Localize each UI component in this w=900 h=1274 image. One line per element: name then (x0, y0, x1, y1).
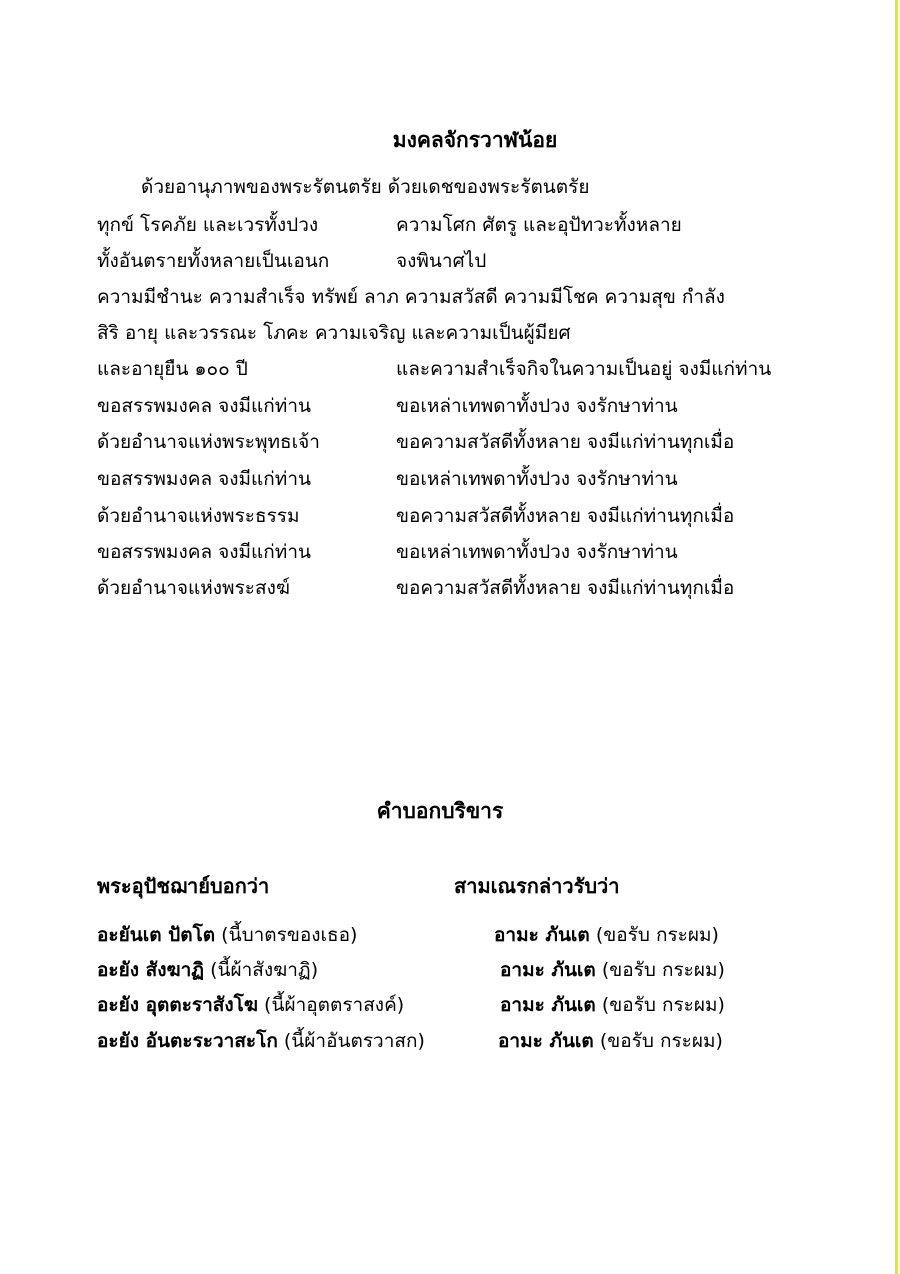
verse-full-line: สิริ อายุ และวรรณะ โภคะ ความเจริญ และความเป็นผู้มียศ (97, 322, 571, 344)
requisite-line (97, 955, 318, 985)
thai-meaning: (นี้ผ้าอันตรวาสก) (277, 1030, 425, 1052)
verse-right: ขอความสวัสดีทั้งหลาย จงมีแก่ท่านทุกเมื่อ (396, 505, 735, 527)
verse-right: ขอความสวัสดีทั้งหลาย จงมีแก่ท่านทุกเมื่อ (396, 577, 735, 599)
verse-right: และความสำเร็จกิจในความเป็นอยู่ จงมีแก่ท่าน (396, 358, 772, 380)
thai-meaning: (นี้ผ้าสังฆาฏิ) (204, 959, 319, 981)
thai-meaning: (นี้บาตรของเธอ) (215, 924, 358, 946)
answer-meaning: (ขอรับ กระผม) (593, 1030, 723, 1052)
verse-left: ทุกข์ โรคภัย และเวรทั้งปวง (97, 214, 319, 236)
preceptor-heading: พระอุปัชฌาย์บอกว่า (97, 874, 270, 898)
pali-term: อะยัง อันตะระวาสะโก (97, 1030, 278, 1052)
intro-line: ด้วยอานุภาพของพระรัตนตรัย ด้วยเดชของพระรัตนตรัย (141, 176, 590, 198)
pali-term: อะยัง สังฆาฏิ (97, 959, 205, 981)
answer-pali: อามะ ภันเต (498, 1030, 594, 1052)
verse-left: ขอสรรพมงคล จงมีแก่ท่าน (97, 468, 311, 490)
verse-left: ด้วยอำนาจแห่งพระธรรม (97, 505, 300, 527)
requisite-line (97, 1026, 425, 1056)
answer-line (494, 920, 719, 950)
verse-left: ขอสรรพมงคล จงมีแก่ท่าน (97, 395, 311, 417)
verse-left: ขอสรรพมงคล จงมีแก่ท่าน (97, 541, 311, 563)
answer-pali: อามะ ภันเต (500, 959, 596, 981)
answer-meaning: (ขอรับ กระผม) (589, 924, 719, 946)
answer-meaning: (ขอรับ กระผม) (595, 959, 725, 981)
answer-line (500, 955, 725, 985)
verse-right: ขอเหล่าเทพดาทั้งปวง จงรักษาท่าน (396, 395, 678, 417)
section-title-borikhan: คำบอกบริขาร (376, 799, 504, 823)
verse-right: ความโศก ศัตรู และอุปัทวะทั้งหลาย (396, 214, 682, 236)
answer-pali: อามะ ภันเต (500, 994, 596, 1016)
verse-left: ทั้งอันตรายทั้งหลายเป็นเอนก (97, 250, 330, 272)
pali-term: อะยัง อุตตะราสังโฆ (97, 994, 258, 1016)
verse-right: ขอเหล่าเทพดาทั้งปวง จงรักษาท่าน (396, 468, 678, 490)
requisite-line (97, 990, 404, 1020)
verse-full-line: ความมีชำนะ ความสำเร็จ ทรัพย์ ลาภ ความสวัสดี ความมีโชค ความสุข กำลัง (97, 286, 725, 308)
page-edge-marker (895, 0, 898, 1274)
verse-left: และอายุยืน ๑๐๐ ปี (97, 358, 248, 380)
requisite-line (97, 920, 357, 950)
section-title-mongkol: มงคลจักรวาฬน้อย (392, 128, 558, 152)
verse-left: ด้วยอำนาจแห่งพระสงฆ์ (97, 577, 290, 599)
pali-term: อะยันเต ปัตโต (97, 924, 216, 946)
thai-meaning: (นี้ผ้าอุตตราสงค์) (258, 994, 405, 1016)
answer-pali: อามะ ภันเต (494, 924, 590, 946)
answer-meaning: (ขอรับ กระผม) (595, 994, 725, 1016)
verse-left: ด้วยอำนาจแห่งพระพุทธเจ้า (97, 431, 320, 453)
answer-line (500, 990, 725, 1020)
verse-right: ขอความสวัสดีทั้งหลาย จงมีแก่ท่านทุกเมื่อ (396, 431, 735, 453)
verse-right: จงพินาศไป (396, 250, 487, 272)
verse-right: ขอเหล่าเทพดาทั้งปวง จงรักษาท่าน (396, 541, 678, 563)
answer-line (498, 1026, 723, 1056)
novice-heading: สามเณรกล่าวรับว่า (454, 874, 620, 898)
